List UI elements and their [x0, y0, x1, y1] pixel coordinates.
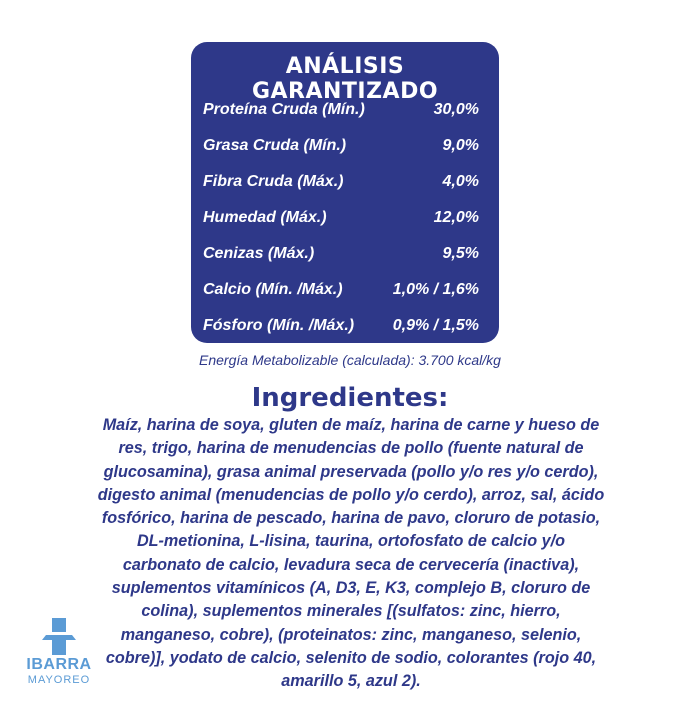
- analysis-value: 4,0%: [442, 173, 479, 190]
- analysis-row-fat: [203, 134, 487, 160]
- analysis-row-ash: [203, 242, 487, 268]
- analysis-value: 0,9% / 1,5%: [392, 317, 479, 334]
- ingredients-title: Ingredientes:: [251, 383, 449, 413]
- analysis-label: Humedad (Máx.): [203, 209, 327, 226]
- analysis-value: 9,5%: [442, 245, 479, 262]
- ibarra-logo: [16, 618, 102, 698]
- analysis-value: 30,0%: [433, 101, 479, 118]
- guaranteed-analysis-panel: [191, 42, 499, 343]
- analysis-value: 12,0%: [433, 209, 479, 226]
- analysis-row-calcium: [203, 278, 487, 304]
- analysis-label: Cenizas (Máx.): [203, 245, 315, 262]
- analysis-row-protein: [203, 98, 487, 124]
- person-logo-icon: [16, 618, 102, 658]
- analysis-label: Grasa Cruda (Mín.): [203, 137, 347, 154]
- analysis-title: ANÁLISIS GARANTIZADO: [251, 54, 439, 104]
- analysis-row-phosphorus: [203, 314, 487, 340]
- logo-subtitle: MAYOREO: [27, 674, 91, 686]
- analysis-row-moisture: [203, 206, 487, 232]
- metabolizable-energy: Energía Metabolizable (calculada): 3.700 kcal/kg: [199, 352, 501, 368]
- analysis-row-fiber: [203, 170, 487, 196]
- analysis-label: Calcio (Mín. /Máx.): [203, 281, 343, 298]
- analysis-label: Proteína Cruda (Mín.): [203, 101, 365, 118]
- logo-name: IBARRA: [26, 656, 92, 673]
- analysis-value: 9,0%: [442, 137, 479, 154]
- analysis-label: Fósforo (Mín. /Máx.): [203, 317, 355, 334]
- ingredients-text: Maíz, harina de soya, gluten de maíz, harina de carne y hueso de res, trigo, harina de menudencias de pollo (fuente natural de glucosamina), grasa animal preservada (pollo y/o res y/o cerdo), digesto animal (menudencias de pollo y/o cerdo), arroz, sal, ácido fosfórico, harina de pescado, harina de pavo, cloruro de potasio, DL-metionina, L-lisina, taurina, ortofosfato de calcio y/o carbonato de calcio, levadura seca de cervecería (inactiva), suplementos vitamínicos (A, D3, E, K3, complejo B, cloruro de colina), suplementos minerales [(sulfatos: zinc, hierro, manganeso, cobre), (proteinatos: zinc, manganeso, selenio, cobre)], yodato de calcio, selenito de sodio, colorantes (rojo 40, amarillo 5, azul 2).: [97, 416, 605, 691]
- analysis-label: Fibra Cruda (Máx.): [203, 173, 344, 190]
- analysis-value: 1,0% / 1,6%: [392, 281, 479, 298]
